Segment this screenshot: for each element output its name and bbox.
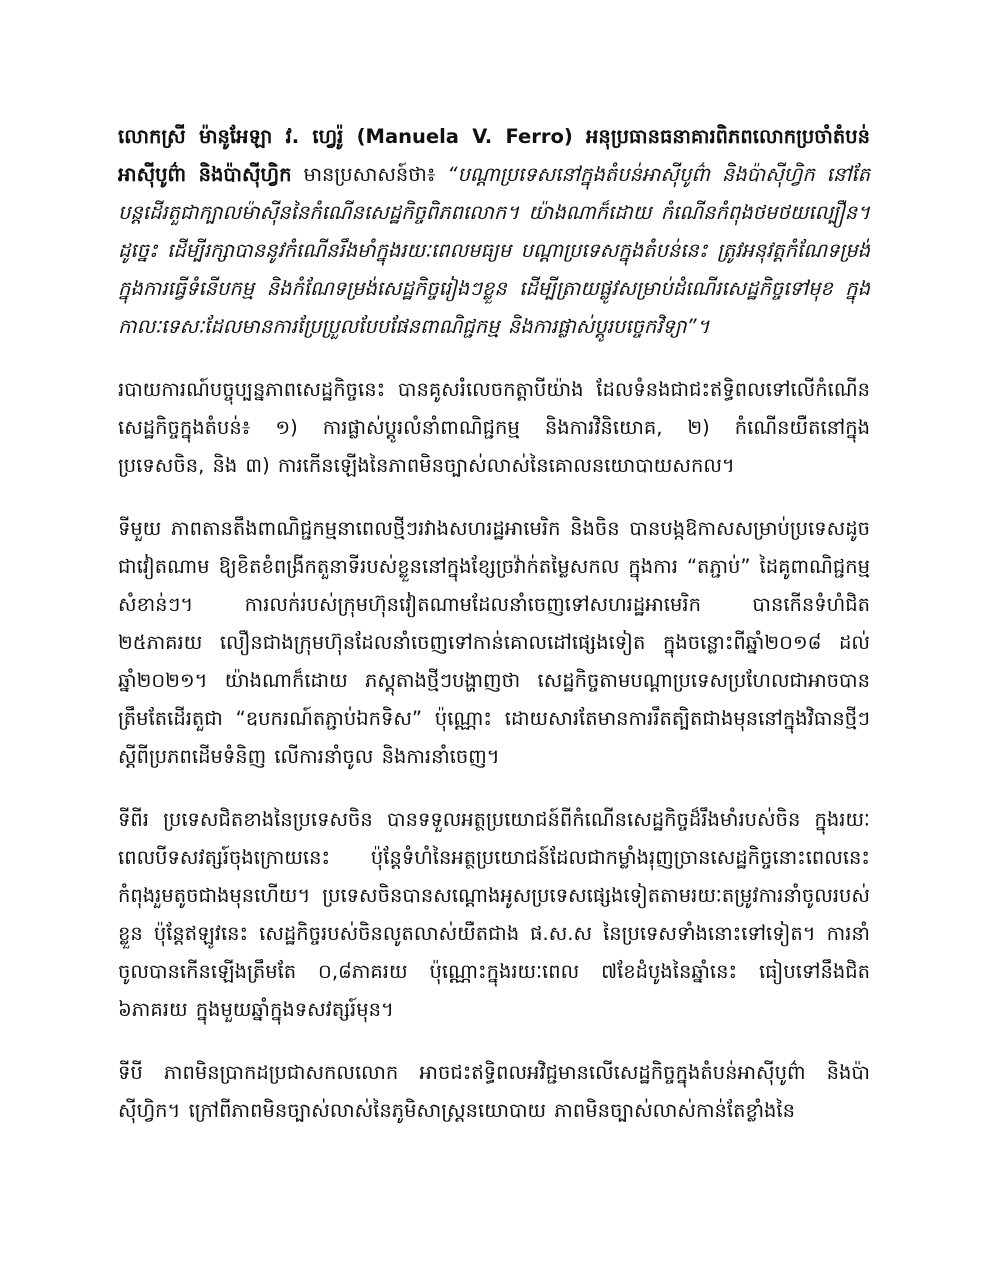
paragraph-first-factor: ទីមួយ ភាពតានតឹងពាណិជ្ជកម្មនាពេលថ្មីៗរវាងសហរដ្ឋអាមេរិក និងចិន បានបង្កឱកាសសម្រាប់ប្រទេសដូចជាវៀតណាម ឱ្យខិតខំពង្រីកតួនាទីរបស់ខ្លួននៅក្នុងខ្សែច្រវ៉ាក់តម្លៃសកល ក្នុងការ “តភ្ជាប់” ដៃគូពាណិជ្ជកម្មសំខាន់ៗ។ ការលក់របស់ក្រុមហ៊ុនវៀតណាមដែលនាំចេញទៅសហរដ្ឋអាមេរិក បានកើនទំហំជិត ២៥ភាគរយ លឿនជាងក្រុមហ៊ុនដែលនាំចេញទៅកាន់គោលដៅផ្សេងទៀត ក្នុងចន្លោះពីឆ្នាំ២០១៨ ដល់ឆ្នាំ២០២១។ យ៉ាងណាក៏ដោយ ភស្តុតាងថ្មីៗបង្ហាញថា សេដ្ឋកិច្ចតាមបណ្តាប្រទេសប្រហែលជាអាចបានត្រឹមតែដើរតួជា “ឧបករណ៍តភ្ជាប់ឯកទិស” ប៉ុណ្ណោះ ដោយសារតែមានការរឹតត្បិតជាងមុននៅក្នុងវិធានថ្មីៗស្តីពីប្រភពដើមទំនិញ លើការនាំចូល និងការនាំចេញ។ xyxy=(118,517,870,768)
speaker-quote: “បណ្តាប្រទេសនៅក្នុងតំបន់អាស៊ីបូព៌ា និងប៉ាស៊ីហ្វិក នៅតែបន្តដើរតួជាក្បាលម៉ាស៊ីននៃកំណើនសេដ្ឋកិច្ចពិភពលោក។ យ៉ាងណាក៏ដោយ កំណើនកំពុងថមថយល្បឿន។ ដូច្នេះ ដើម្បីរក្សាបាននូវកំណើនរឹងមាំក្នុងរយៈពេលមធ្យម បណ្តាប្រទេសក្នុងតំបន់នេះ ត្រូវអនុវត្តកំណែទម្រង់ក្នុងការធ្វើទំនើបកម្ម និងកំណែទម្រង់សេដ្ឋកិច្ចរៀងៗខ្លួន ដើម្បីត្រាយផ្លូវសម្រាប់ដំណើរសេដ្ឋកិច្ចទៅមុខ ក្នុងកាលៈទេសៈដែលមានការប្រែប្រួលបែបផែនពាណិជ្ជកម្ម និងការផ្លាស់ប្តូរបច្ចេកវិទ្យា”។ xyxy=(118,163,870,338)
paragraph-third-factor: ទីបី ភាពមិនប្រាកដប្រជាសកលលោក អាចជះឥទ្ធិពលអវិជ្ជមានលើសេដ្ឋកិច្ចក្នុងតំបន់អាស៊ីបូព៌ា និងប៉ាស៊ីហ្វិក។ ក្រៅពីភាពមិនច្បាស់លាស់នៃភូមិសាស្ត្រនយោបាយ ភាពមិនច្បាស់លាស់កាន់តែខ្លាំងនៃ xyxy=(118,1061,870,1122)
paragraph-second-factor: ទីពីរ ប្រទេសជិតខាងនៃប្រទេសចិន បានទទួលអត្ថប្រយោជន៍ពីកំណើនសេដ្ឋកិច្ចដ៏រឹងមាំរបស់ចិន ក្នុងរយៈពេលបីទសវត្សរ៍ចុងក្រោយនេះ ប៉ុន្តែទំហំនៃអត្ថប្រយោជន៍ដែលជាកម្លាំងរុញច្រានសេដ្ឋកិច្ចនោះពេលនេះ កំពុងរួមតូចជាងមុនហើយ។ ប្រទេសចិនបានសណ្តោងអូសប្រទេសផ្សេងទៀតតាមរយៈតម្រូវការនាំចូលរបស់ខ្លួន ប៉ុន្តែឥឡូវនេះ សេដ្ឋកិច្ចរបស់ចិនលូតលាស់យឺតជាង ផ.ស.ស នៃប្រទេសទាំងនោះទៅទៀត។ ការនាំចូលបានកើនឡើងត្រឹមតែ ០,៨ភាគរយ ប៉ុណ្ណោះក្នុងរយៈពេល ៧ខែដំបូងនៃឆ្នាំនេះ ធៀបទៅនឹងជិត ៦ភាគរយ ក្នុងមួយឆ្នាំក្នុងទសវត្សរ៍មុន។ xyxy=(118,808,870,1021)
intro-text: មានប្រសាសន៍ថា៖ xyxy=(291,163,448,186)
speaker-name-title: លោកស្រី ម៉ានូអែឡា វ. ហ្វេរ៉ូ (Manuela V. Ferro) អនុប្រធានធនាគារពិភពលោកប្រចាំតំបន់អាស៊ីបូព៌ា និងប៉ាស៊ីហ្វិក xyxy=(118,125,870,186)
document-body xyxy=(118,118,870,1155)
paragraph-intro xyxy=(118,118,870,346)
paragraph-overview: របាយការណ៍បច្ចុប្បន្នភាពសេដ្ឋកិច្ចនេះ បានគូសរំលេចកត្តាបីយ៉ាង ដែលទំនងជាជះឥទ្ធិពលទៅលើកំណើនសេដ្ឋកិច្ចក្នុងតំបន់៖ ១) ការផ្លាស់ប្តូរលំនាំពាណិជ្ជកម្ម និងការវិនិយោគ, ២) កំណើនយឺតនៅក្នុងប្រទេសចិន, និង ៣) ការកើនឡើងនៃភាពមិនច្បាស់លាស់នៃគោលនយោបាយសកល។ xyxy=(118,378,870,477)
